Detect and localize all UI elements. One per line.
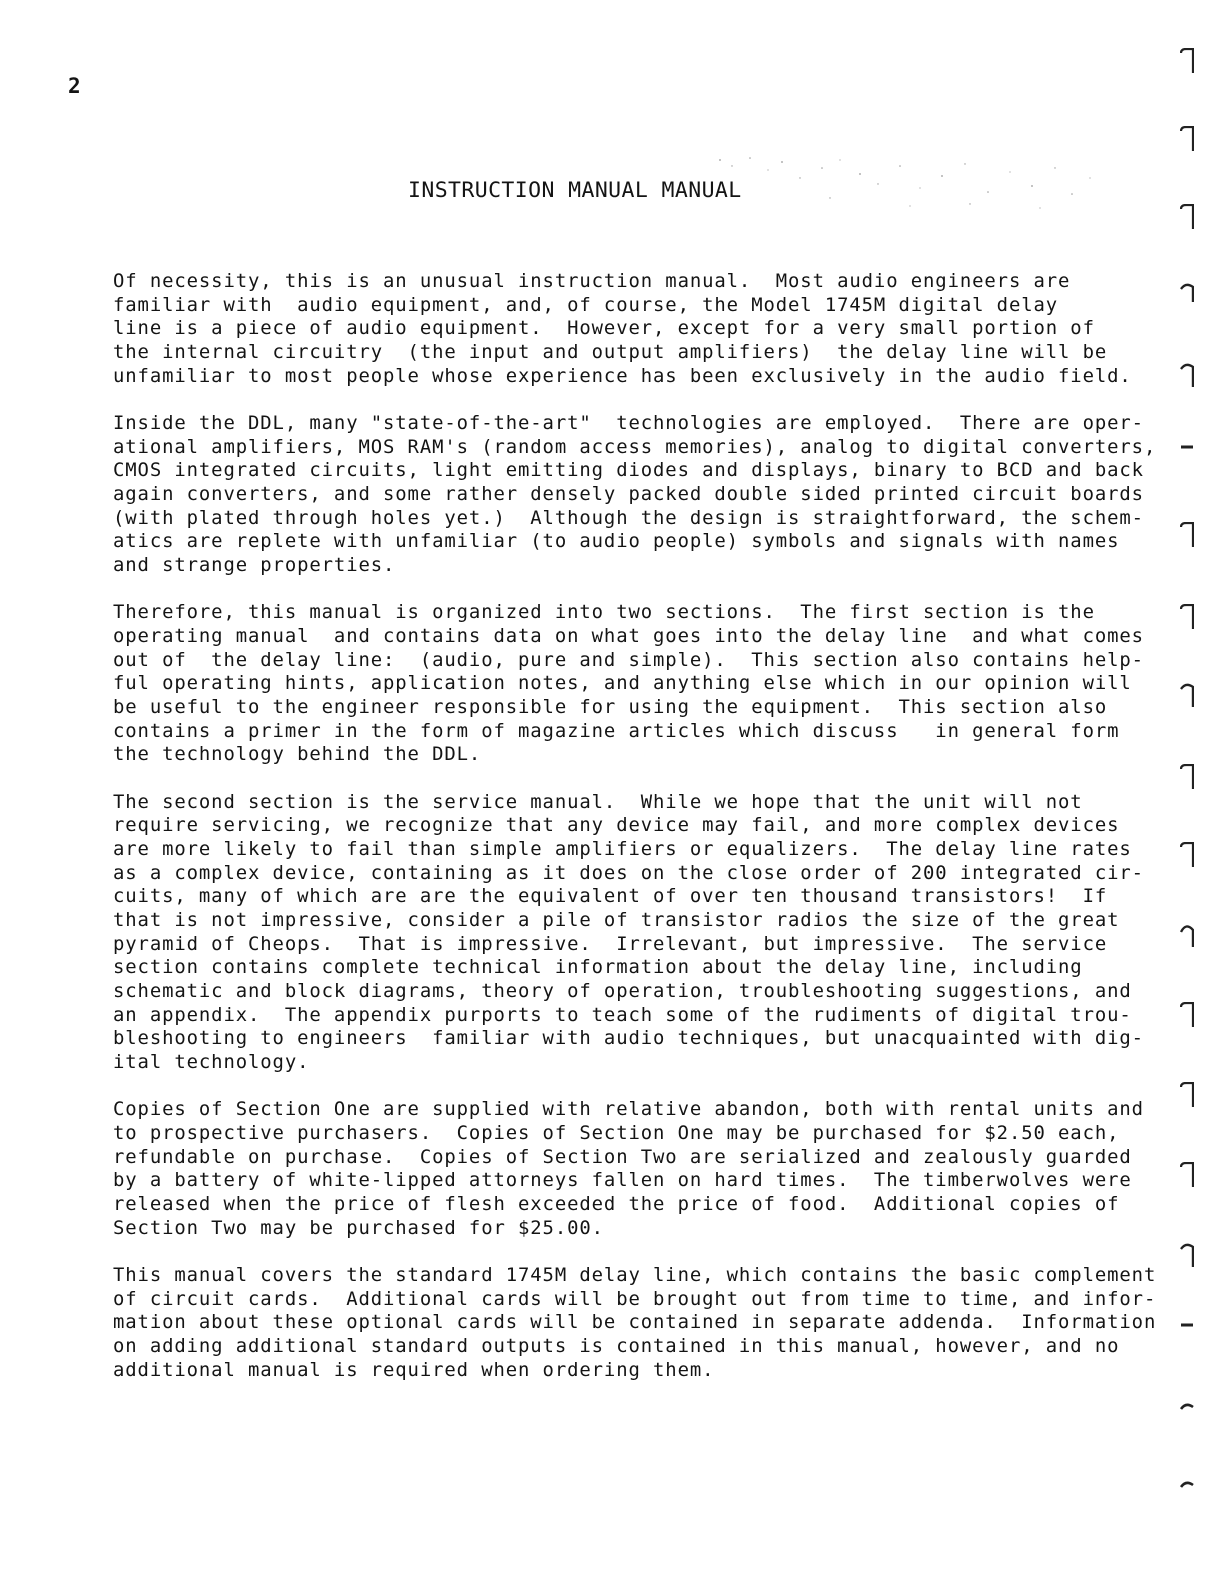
text-line: (with plated through holes yet.) Although the design is straightforward, the schem- [113, 506, 1144, 529]
text-line: an appendix. The appendix purports to teach some of the rudiments of digital trou- [113, 1003, 1132, 1026]
text-line: be useful to the engineer responsible for using the equipment. This section also [113, 696, 1108, 718]
text-line: are more likely to fail than simple amplifiers or equalizers. The delay line rates [113, 837, 1132, 860]
text-line: of circuit cards. Additional cards will be brought out from time to time, and infor- [113, 1287, 1157, 1310]
paragraph-service-manual [113, 791, 1143, 1075]
text-line: to prospective purchasers. Copies of Section One may be purchased for $2.50 each, [113, 1122, 1120, 1144]
binder-hole-icon [1180, 1082, 1194, 1108]
binder-hole-icon [1180, 1002, 1194, 1028]
binder-hole-icon [1180, 604, 1194, 630]
text-line: refundable on purchase. Copies of Section Two are serialized and zealously guarded [113, 1145, 1132, 1168]
text-line: by a battery of white-lipped attorneys fallen on hard times. The timberwolves were [113, 1169, 1132, 1192]
binder-holes-strip [1166, 0, 1206, 1583]
binder-hole-icon [1180, 764, 1194, 790]
paragraph-copies [113, 1098, 1143, 1240]
document-body [113, 270, 1157, 1406]
binder-hole-icon [1180, 444, 1194, 470]
text-line: section contains complete technical information about the delay line, including [113, 956, 1083, 979]
binder-hole-icon [1180, 204, 1194, 230]
binder-hole-icon [1180, 682, 1194, 708]
text-line: This manual covers the standard 1745M delay line, which contains the basic complement [113, 1263, 1157, 1286]
text-line: the internal circuitry (the input and output amplifiers) the delay line will be [113, 341, 1108, 364]
text-line: ital technology. [113, 1051, 310, 1074]
text-line: released when the price of flesh exceeded the price of food. Additional copies of [113, 1193, 1120, 1216]
binder-hole-icon [1180, 1162, 1194, 1188]
text-line: familiar with audio equipment, and, of course, the Model 1745M digital delay [113, 293, 1059, 316]
scan-speckle-decoration [710, 148, 1110, 218]
text-line: operating manual and contains data on what goes into the delay line and what comes [113, 624, 1144, 647]
binder-hole-icon [1180, 842, 1194, 868]
text-line: the technology behind the DDL. [113, 743, 482, 766]
text-line: that is not impressive, consider a pile of transistor radios the size of the great [113, 909, 1120, 931]
paragraph-technologies [113, 411, 1157, 578]
text-line: schematic and block diagrams, theory of operation, troubleshooting suggestions, and [113, 980, 1132, 1003]
text-line: require servicing, we recognize that any device may fail, and more complex devices [113, 814, 1120, 837]
binder-hole-icon [1180, 522, 1194, 548]
text-line: bleshooting to engineers familiar with audio techniques, but unacquainted with dig- [113, 1027, 1144, 1050]
text-line: atics are replete with unfamiliar (to audio people) symbols and signals with names [113, 530, 1120, 553]
text-line: pyramid of Cheops. That is impressive. Irrelevant, but impressive. The service [113, 932, 1108, 955]
page-number: 2 [68, 74, 81, 98]
text-line: additional manual is required when ordering them. [113, 1358, 715, 1381]
text-line: cuits, many of which are are the equivalent of over ten thousand transistors! If [113, 885, 1108, 908]
paragraph-sections [113, 601, 1143, 767]
text-line: mation about these optional cards will be contained in separate addenda. Information [113, 1311, 1157, 1334]
binder-hole-icon [1180, 922, 1194, 948]
paragraph-intro [113, 270, 1143, 388]
text-line: on adding additional standard outputs is contained in this manual, however, and no [113, 1335, 1120, 1357]
text-line: Copies of Section One are supplied with relative abandon, both with rental units and [113, 1098, 1144, 1121]
text-line: out of the delay line: (audio, pure and simple). This section also contains help- [113, 648, 1144, 671]
binder-hole-icon [1180, 362, 1194, 388]
text-line: again converters, and some rather densely packed double sided printed circuit boards [113, 483, 1144, 505]
binder-hole-icon [1180, 48, 1194, 74]
binder-hole-icon [1180, 1242, 1194, 1268]
binder-hole-icon [1180, 126, 1194, 152]
binder-hole-icon [1180, 1322, 1194, 1348]
text-line: Inside the DDL, many "state-of-the-art" technologies are employed. There are oper- [113, 411, 1144, 434]
text-line: Section Two may be purchased for $25.00. [113, 1216, 604, 1239]
text-line: ational amplifiers, MOS RAM's (random access memories), analog to digital converters, [113, 435, 1157, 458]
page-title: INSTRUCTION MANUAL MANUAL [408, 178, 742, 203]
text-line: Of necessity, this is an unusual instruction manual. Most audio engineers are [113, 270, 1071, 292]
text-line: The second section is the service manual. While we hope that the unit will not [113, 790, 1083, 813]
binder-hole-icon [1180, 282, 1194, 308]
text-line: and strange properties. [113, 554, 396, 577]
paragraph-coverage [113, 1263, 1157, 1382]
binder-hole-icon [1180, 1402, 1194, 1428]
text-line: as a complex device, containing as it does on the close order of 200 integrated cir- [113, 861, 1144, 884]
binder-hole-icon [1180, 1480, 1194, 1506]
text-line: Therefore, this manual is organized into two sections. The first section is the [113, 601, 1095, 624]
text-line: unfamiliar to most people whose experience has been exclusively in the audio field. [113, 364, 1132, 387]
text-line: contains a primer in the form of magazine articles which discuss in general form [113, 719, 1120, 742]
text-line: CMOS integrated circuits, light emitting diodes and displays, binary to BCD and back [113, 459, 1144, 482]
text-line: line is a piece of audio equipment. However, except for a very small portion of [113, 317, 1095, 340]
text-line: ful operating hints, application notes, and anything else which in our opinion will [113, 672, 1132, 695]
